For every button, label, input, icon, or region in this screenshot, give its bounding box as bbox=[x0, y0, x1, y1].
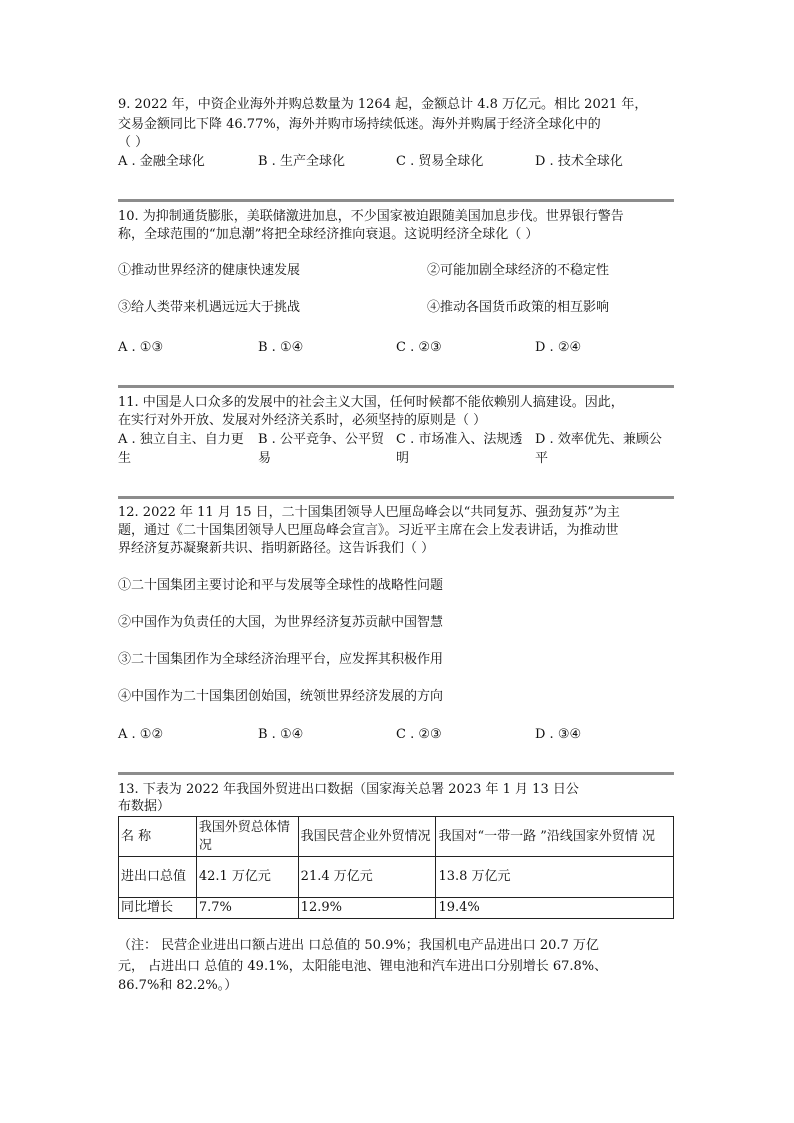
q10-option-b[interactable]: B . ①④ bbox=[258, 340, 304, 355]
q11-line2: 在实行对外开放、发展对外经济关系时，必须坚持的原则是（ ） bbox=[118, 413, 487, 428]
q10-item-1: ①推动世界经济的健康快速发展 bbox=[118, 263, 301, 278]
q13-line1: 13. 下表为 2022 年我国外贸进出口数据（国家海关总署 2023 年 1 月 13 日公 bbox=[118, 782, 579, 797]
q10-item-2: ②可能加剧全球经济的不稳定性 bbox=[427, 263, 610, 278]
table-header-cell: 我国外贸总体情况 bbox=[196, 817, 298, 857]
q12-option-d[interactable]: D . ③④ bbox=[535, 727, 582, 742]
table-header-cell: 名 称 bbox=[119, 817, 197, 857]
table-cell: 21.4 万亿元 bbox=[298, 857, 436, 898]
q11-line1: 11. 中国是人口众多的发展中的社会主义大国，任何时候都不能依赖别人搞建设。因此， bbox=[118, 395, 624, 410]
table-header-cell: 我国对“一带一路 ”沿线国家外贸情 况 bbox=[436, 817, 674, 857]
q13-note-line3: 86.7%和 82.2%。） bbox=[118, 978, 238, 993]
q12-item-3: ③二十国集团作为全球经济治理平台，应发挥其积极作用 bbox=[118, 652, 444, 667]
q11-option-d[interactable]: D . 效率优先、兼顾公平 bbox=[535, 432, 662, 466]
q12-line1: 12. 2022 年 11 月 15 日，二十国集团领导人巴厘岛峰会以“共同复苏、强劲复苏”为主 bbox=[118, 505, 620, 520]
table-cell: 进出口总值 bbox=[119, 857, 197, 898]
trade-data-table bbox=[118, 816, 674, 919]
table-cell: 19.4% bbox=[436, 898, 674, 919]
table-cell: 12.9% bbox=[298, 898, 436, 919]
q11-option-b[interactable]: B . 公平竞争、公平贸易 bbox=[258, 432, 384, 466]
table-cell: 同比增长 bbox=[119, 898, 197, 919]
q9-option-b[interactable]: B . 生产全球化 bbox=[258, 154, 345, 169]
q13-line2: 布数据） bbox=[118, 799, 171, 814]
q10-line2: 称，全球范围的“加息潮”将把全球经济推向衰退。这说明经济全球化（ ） bbox=[118, 227, 539, 242]
divider bbox=[118, 385, 674, 388]
divider bbox=[118, 772, 674, 775]
q12-line2: 题，通过《二十国集团领导人巴厘岛峰会宣言》。习近平主席在会上发表讲话，为推动世 bbox=[118, 523, 619, 538]
divider bbox=[118, 496, 674, 499]
q12-item-4: ④中国作为二十国集团创始国，统领世界经济发展的方向 bbox=[118, 689, 444, 704]
q12-item-2: ②中国作为负责任的大国，为世界经济复苏贡献中国智慧 bbox=[118, 615, 444, 630]
q9-line2: 交易金额同比下降 46.77%，海外并购市场持续低迷。海外并购属于经济全球化中的 bbox=[118, 117, 601, 132]
table-header-cell: 我国民营企业外贸情况 bbox=[298, 817, 436, 857]
q12-option-b[interactable]: B . ①④ bbox=[258, 727, 304, 742]
q13-note-line2: 元， 占进出口 总值的 49.1%，太阳能电池、锂电池和汽车进出口分别增长 67.8%、 bbox=[118, 959, 608, 974]
q10-option-c[interactable]: C . ②③ bbox=[396, 340, 442, 355]
q12-item-1: ①二十国集团主要讨论和平与发展等全球性的战略性问题 bbox=[118, 578, 444, 593]
table-cell: 7.7% bbox=[196, 898, 298, 919]
q9-line1: 9. 2022 年，中资企业海外并购总数量为 1264 起，金额总计 4.8 万亿元。相比 2021 年， bbox=[118, 97, 648, 112]
table-cell: 13.8 万亿元 bbox=[436, 857, 674, 898]
table-row bbox=[119, 898, 674, 919]
q12-option-c[interactable]: C . ②③ bbox=[396, 727, 442, 742]
table-row bbox=[119, 857, 674, 898]
q12-option-a[interactable]: A . ①② bbox=[118, 727, 164, 742]
q12-line3: 界经济复苏凝聚新共识、指明新路径。这告诉我们（ ） bbox=[118, 541, 435, 556]
q9-option-a[interactable]: A . 金融全球化 bbox=[118, 154, 205, 169]
q9-option-d[interactable]: D . 技术全球化 bbox=[535, 154, 623, 169]
q11-option-a[interactable]: A . 独立自主、自力更生 bbox=[118, 432, 244, 466]
q11-option-c[interactable]: C . 市场准入、法规透明 bbox=[396, 432, 523, 466]
q9-line3: （ ） bbox=[118, 135, 149, 150]
q10-line1: 10. 为抑制通货膨胀，美联储激进加息，不少国家被迫跟随美国加息步伐。世界银行警告 bbox=[118, 209, 624, 224]
q13-note-line1: （注： 民营企业进出口额占进出 口总值的 50.9%；我国机电产品进出口 20.7 万亿 bbox=[118, 938, 599, 953]
table-header-row bbox=[119, 817, 674, 857]
divider bbox=[118, 199, 674, 202]
table-cell: 42.1 万亿元 bbox=[196, 857, 298, 898]
q10-item-4: ④推动各国货币政策的相互影响 bbox=[427, 300, 610, 315]
q10-option-d[interactable]: D . ②④ bbox=[535, 340, 582, 355]
q9-option-c[interactable]: C . 贸易全球化 bbox=[396, 154, 484, 169]
q10-option-a[interactable]: A . ①③ bbox=[118, 340, 164, 355]
q10-item-3: ③给人类带来机遇远远大于挑战 bbox=[118, 300, 301, 315]
